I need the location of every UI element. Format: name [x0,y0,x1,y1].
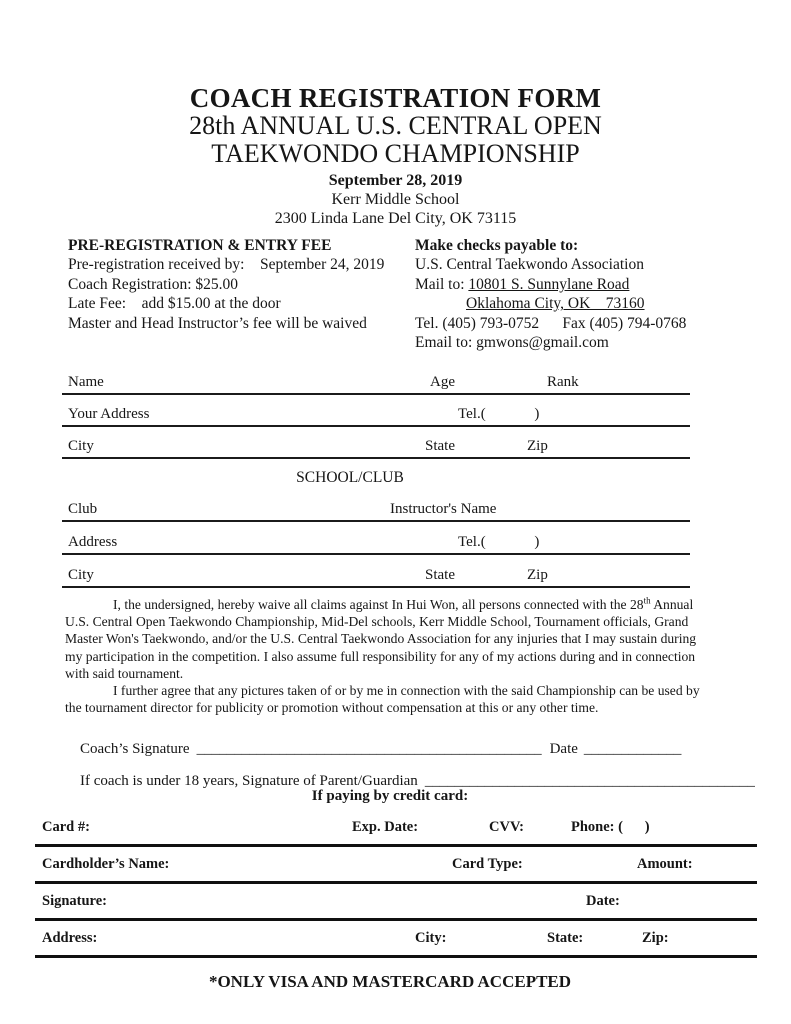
fee-line-late: Late Fee: add $15.00 at the door [68,295,281,313]
info-columns [68,236,768,352]
field-label-zip: Zip [527,438,548,454]
cc-label-exp-date: Exp. Date: [352,819,419,835]
cc-label-signature: Signature: [42,893,107,909]
email-line: Email to: gmwons@gmail.com [415,334,609,352]
payment-info-section [415,236,768,352]
cc-row-cardholder [35,847,757,884]
cc-row-card-number [35,810,757,847]
fee-line-registration: Coach Registration: $25.00 [68,275,239,293]
field-label-club-zip: Zip [527,567,548,583]
form-subtitle-championship: TAEKWONDO CHAMPIONSHIP [211,139,580,168]
form-title: COACH REGISTRATION FORM [189,83,602,113]
fee-section-heading: PRE-REGISTRATION & ENTRY FEE [68,237,332,254]
waiver-paragraph-1 [65,596,713,682]
date-line: _____________ [583,741,682,757]
credit-card-table [35,810,757,958]
date-label: Date [549,741,578,757]
payee-name: U.S. Central Taekwondo Association [415,256,644,274]
coach-signature-label: Coach’s Signature [80,741,190,757]
credit-card-heading: If paying by credit card: [311,788,469,804]
form-subtitle-annual: 28th ANNUAL U.S. CENTRAL OPEN [189,111,602,140]
coach-signature-line: ______________________________________________ [196,741,542,757]
cc-label-city: City: [415,930,447,946]
coach-fields-section [62,363,690,459]
event-date: September 28, 2019 [328,172,463,189]
field-label-name: Name [68,374,104,390]
field-label-club-tel: Tel.( ) [458,534,540,550]
field-label-your-address: Your Address [68,406,150,422]
field-label-instructor-name: Instructor's Name [390,501,497,517]
cc-label-cvv: CVV: [489,819,524,835]
mail-to-line [415,275,768,294]
field-label-age: Age [430,374,455,390]
cc-label-cardholder-name: Cardholder’s Name: [42,856,170,872]
field-label-club-address: Address [68,534,118,550]
waiver-paragraph-2: I further agree that any pictures taken of or by me in connection with the said Championship can be used by the tournament director for publicity or promotion without compensation at this or any other time. [65,683,700,716]
cc-row-signature [35,884,757,921]
field-row-address-tel [62,395,690,427]
field-label-city: City [68,438,94,454]
school-club-heading: SCHOOL/CLUB [296,469,404,486]
form-header [0,84,791,228]
event-venue-address: 2300 Linda Lane Del City, OK 73115 [274,210,517,227]
field-label-club: Club [68,501,98,517]
cc-label-zip: Zip: [642,930,669,946]
fee-line-waived: Master and Head Instructor’s fee will be waived [68,314,367,332]
field-row-club-address-tel [62,522,690,555]
event-venue: Kerr Middle School [331,191,460,208]
waiver-p1-superscript: th [643,595,651,606]
mail-address-city-line [415,294,768,313]
checks-payable-heading: Make checks payable to: [415,237,579,254]
tel-fax-line: Tel. (405) 793-0752 Fax (405) 794-0768 [415,314,687,332]
waiver-p1-text-continued: Annual U.S. Central Open Taekwondo Championship, Mid-Del schools, Kerr Middle School, Tournament officials, Grand Master Won's Taekwondo, and/or the U.S. Central Taekwondo Association for any injuries that I may sustain during my participation in the competition. I also assume full responsibility for any of my actions during and in connection with said tournament. [65,597,697,681]
cc-label-card-number: Card #: [42,819,90,835]
cc-label-date: Date: [586,893,620,909]
field-row-name-age-rank [62,363,690,395]
field-label-club-state: State [425,567,455,583]
field-label-tel: Tel.( ) [458,406,540,422]
field-label-club-city: City [68,567,94,583]
cc-label-state: State: [547,930,584,946]
field-row-club-instructor [62,489,690,522]
field-row-club-city-state-zip [62,555,690,588]
school-club-fields-section [62,489,690,588]
waiver-p1-text: I, the undersigned, hereby waive all claims against In Hui Won, all persons connected with the 28 [113,597,644,612]
mail-to-label: Mail to: [415,275,469,293]
field-label-rank: Rank [547,374,579,390]
field-label-state: State [425,438,455,454]
field-row-city-state-zip [62,427,690,459]
cc-label-phone: Phone: ( ) [571,819,650,835]
cc-row-address [35,921,757,958]
cc-label-card-type: Card Type: [452,856,523,872]
waiver-text [65,596,713,716]
mail-address-street: 10801 S. Sunnylane Road [468,275,630,293]
cards-accepted-note: *ONLY VISA AND MASTERCARD ACCEPTED [208,972,572,991]
cc-label-amount: Amount: [637,856,693,872]
fee-line-deadline: Pre-registration received by: September 24, 2019 [68,256,385,274]
mail-address-city: Oklahoma City, OK 73160 [466,295,645,313]
guardian-signature-label: If coach is under 18 years, Signature of Parent/Guardian [80,773,418,789]
fee-info-section [68,236,415,352]
guardian-signature-line: ____________________________________________ [424,773,755,789]
cc-label-address: Address: [42,930,98,946]
